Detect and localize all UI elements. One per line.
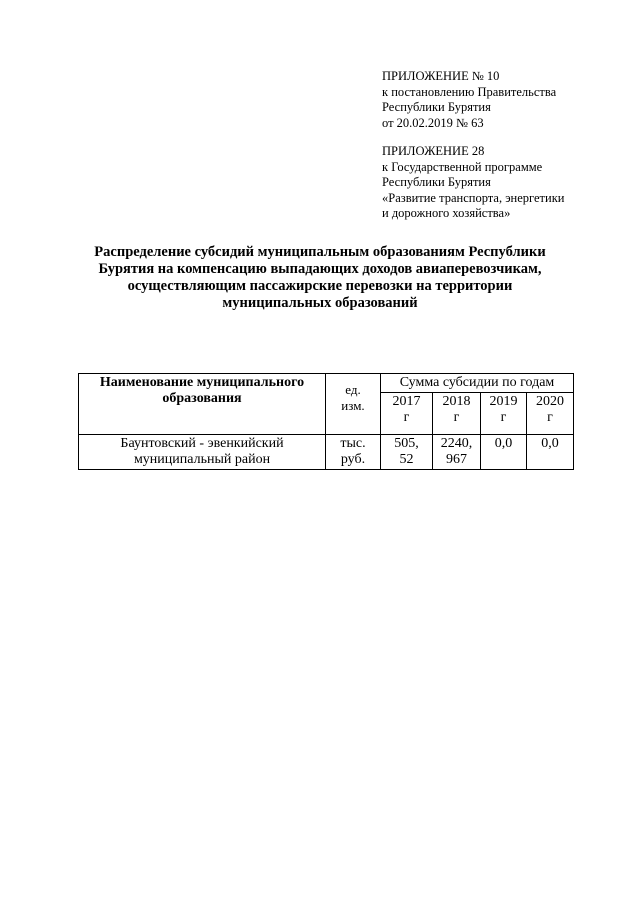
cell-text: 0,0 xyxy=(494,436,513,451)
year: 2019 xyxy=(489,394,518,409)
cell-text: 52 xyxy=(399,452,414,467)
appendix-line: и дорожного хозяйства» xyxy=(382,206,511,220)
year-suffix: г xyxy=(500,410,507,425)
cell-value xyxy=(433,435,481,470)
header-text: образования xyxy=(162,391,242,406)
header-year xyxy=(527,393,574,435)
cell-value xyxy=(527,435,574,470)
title-line: осуществляющим пассажирские перевозки на территории xyxy=(127,278,513,294)
cell-text: 2240, xyxy=(440,436,473,451)
year-suffix: г xyxy=(547,410,553,425)
cell-text: 967 xyxy=(446,452,467,467)
appendix-28-header xyxy=(382,144,564,222)
title-line: муниципальных образований xyxy=(222,295,418,311)
cell-text: 505, xyxy=(394,436,419,451)
header-unit xyxy=(326,374,381,435)
header-name xyxy=(79,374,326,435)
header-sum: Сумма субсидии по годам xyxy=(381,374,574,393)
appendix-line: ПРИЛОЖЕНИЕ 28 xyxy=(382,144,485,158)
cell-text: 0,0 xyxy=(541,436,559,451)
subsidy-table xyxy=(78,373,574,470)
appendix-line: к постановлению Правительства xyxy=(382,84,557,99)
appendix-10-header xyxy=(382,69,556,131)
year-suffix: г xyxy=(403,410,410,425)
cell-text: муниципальный район xyxy=(133,452,271,467)
cell-name xyxy=(79,435,326,470)
cell-value xyxy=(381,435,433,470)
header-text: ед. xyxy=(345,382,361,397)
appendix-line: Республики Бурятия xyxy=(382,175,491,189)
cell-text: тыс. xyxy=(340,436,366,451)
year: 2018 xyxy=(442,394,471,409)
appendix-line: «Развитие транспорта, энергетики xyxy=(382,190,565,205)
year-suffix: г xyxy=(453,410,460,425)
header-text: Наименование муниципального xyxy=(99,375,305,390)
header-year xyxy=(433,393,481,435)
appendix-line: ПРИЛОЖЕНИЕ № 10 xyxy=(382,69,500,83)
cell-text: руб. xyxy=(340,452,366,467)
year: 2017 xyxy=(392,394,421,409)
cell-value xyxy=(481,435,527,470)
header-text: изм. xyxy=(341,398,365,413)
appendix-line: Республики Бурятия xyxy=(382,100,491,114)
header-year xyxy=(481,393,527,435)
title-line: Бурятия на компенсацию выпадающих доходов авиаперевозчикам, xyxy=(98,261,542,277)
cell-unit xyxy=(326,435,381,470)
title-line: Распределение субсидий муниципальным образованиям Республики xyxy=(94,244,546,260)
appendix-line: от 20.02.2019 № 63 xyxy=(382,115,484,130)
appendix-line: к Государственной программе xyxy=(382,159,543,174)
year: 2020 xyxy=(536,394,564,409)
cell-text: Баунтовский - эвенкийский xyxy=(120,436,284,451)
header-year xyxy=(381,393,433,435)
document-title xyxy=(60,244,580,312)
table-row xyxy=(79,435,574,470)
